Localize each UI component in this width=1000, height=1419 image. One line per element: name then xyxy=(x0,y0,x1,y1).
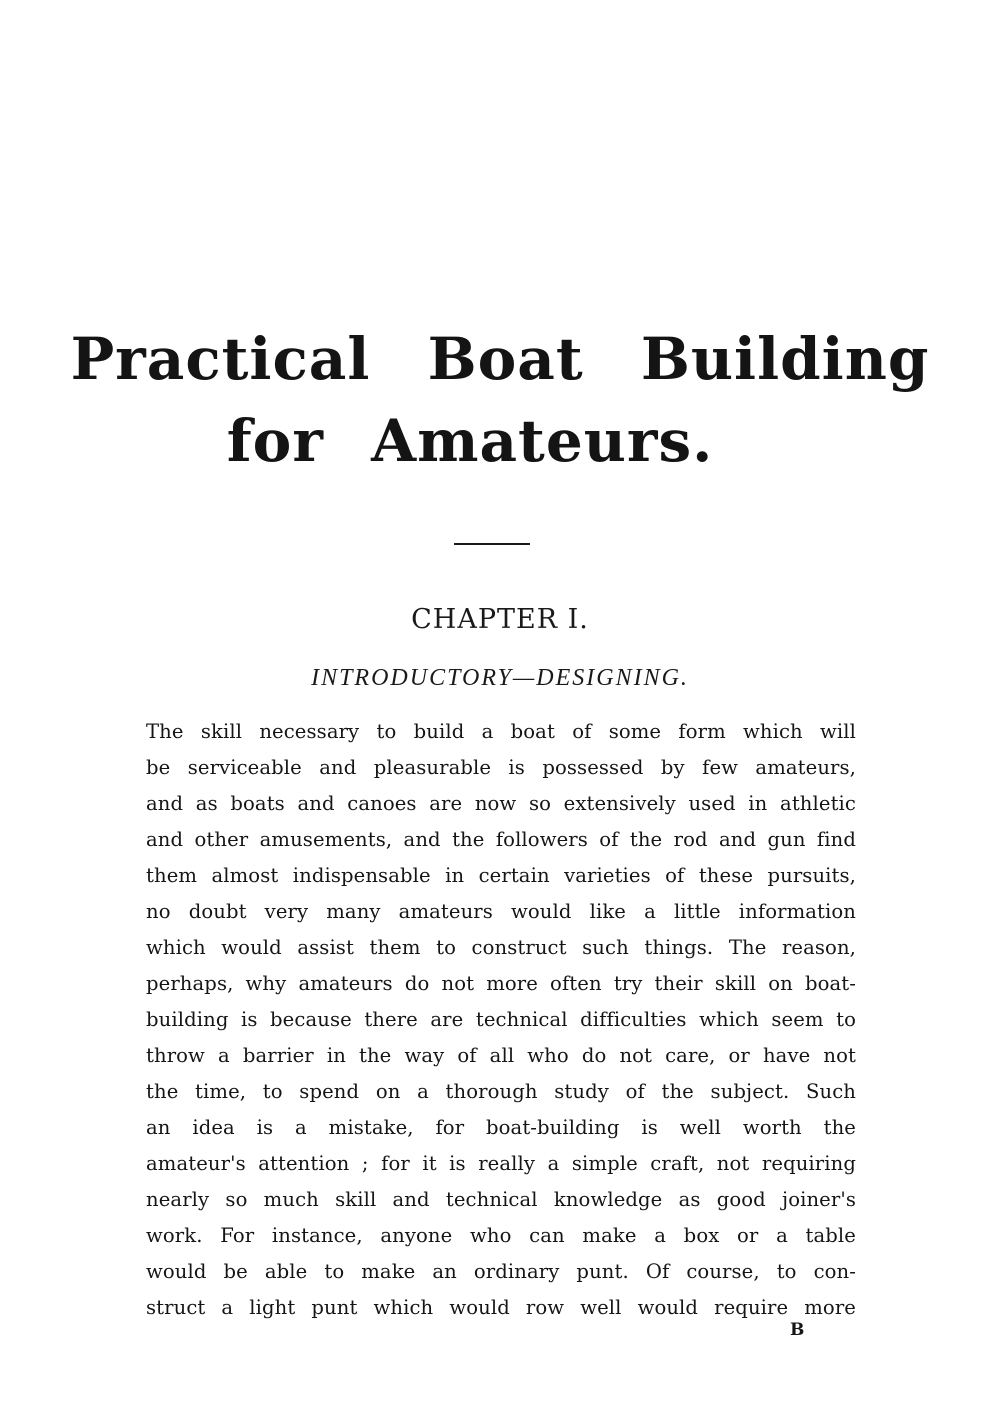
text-line: struct a light punt which would row well would require more xyxy=(146,1296,856,1319)
text-line: which would assist them to construct such things. The reason, xyxy=(146,936,856,959)
signature-mark: B xyxy=(790,1320,805,1340)
text-line: no doubt very many amateurs would like a little information xyxy=(146,900,856,923)
text-line: nearly so much skill and technical knowledge as good joiner's xyxy=(146,1188,856,1211)
text-line: and other amusements, and the followers of the rod and gun find xyxy=(146,828,856,851)
chapter-subtitle: INTRODUCTORY—DESIGNING. xyxy=(311,665,689,691)
body-paragraph xyxy=(146,714,856,1326)
chapter-heading: CHAPTER I. xyxy=(411,604,589,635)
text-line: the time, to spend on a thorough study of the subject. Such xyxy=(146,1080,856,1103)
text-line: throw a barrier in the way of all who do not care, or have not xyxy=(146,1044,856,1067)
text-line: an idea is a mistake, for boat-building is well worth the xyxy=(146,1116,856,1139)
text-line: would be able to make an ordinary punt. Of course, to con- xyxy=(146,1260,856,1283)
title-line-1: Practical Boat Building xyxy=(70,325,930,393)
text-line: The skill necessary to build a boat of some form which will xyxy=(146,720,856,743)
text-line: and as boats and canoes are now so extensively used in athletic xyxy=(146,792,856,815)
text-line: amateur's attention ; for it is really a simple craft, not requiring xyxy=(146,1152,856,1175)
title-line-2: for Amateurs. xyxy=(226,407,714,475)
text-line: work. For instance, anyone who can make a box or a table xyxy=(146,1224,856,1247)
text-line: them almost indispensable in certain varieties of these pursuits, xyxy=(146,864,856,887)
book-title xyxy=(0,318,1000,482)
title-rule-divider xyxy=(454,543,530,545)
text-line: be serviceable and pleasurable is possessed by few amateurs, xyxy=(146,756,856,779)
text-line: building is because there are technical difficulties which seem to xyxy=(146,1008,856,1031)
text-line: perhaps, why amateurs do not more often try their skill on boat- xyxy=(146,972,856,995)
